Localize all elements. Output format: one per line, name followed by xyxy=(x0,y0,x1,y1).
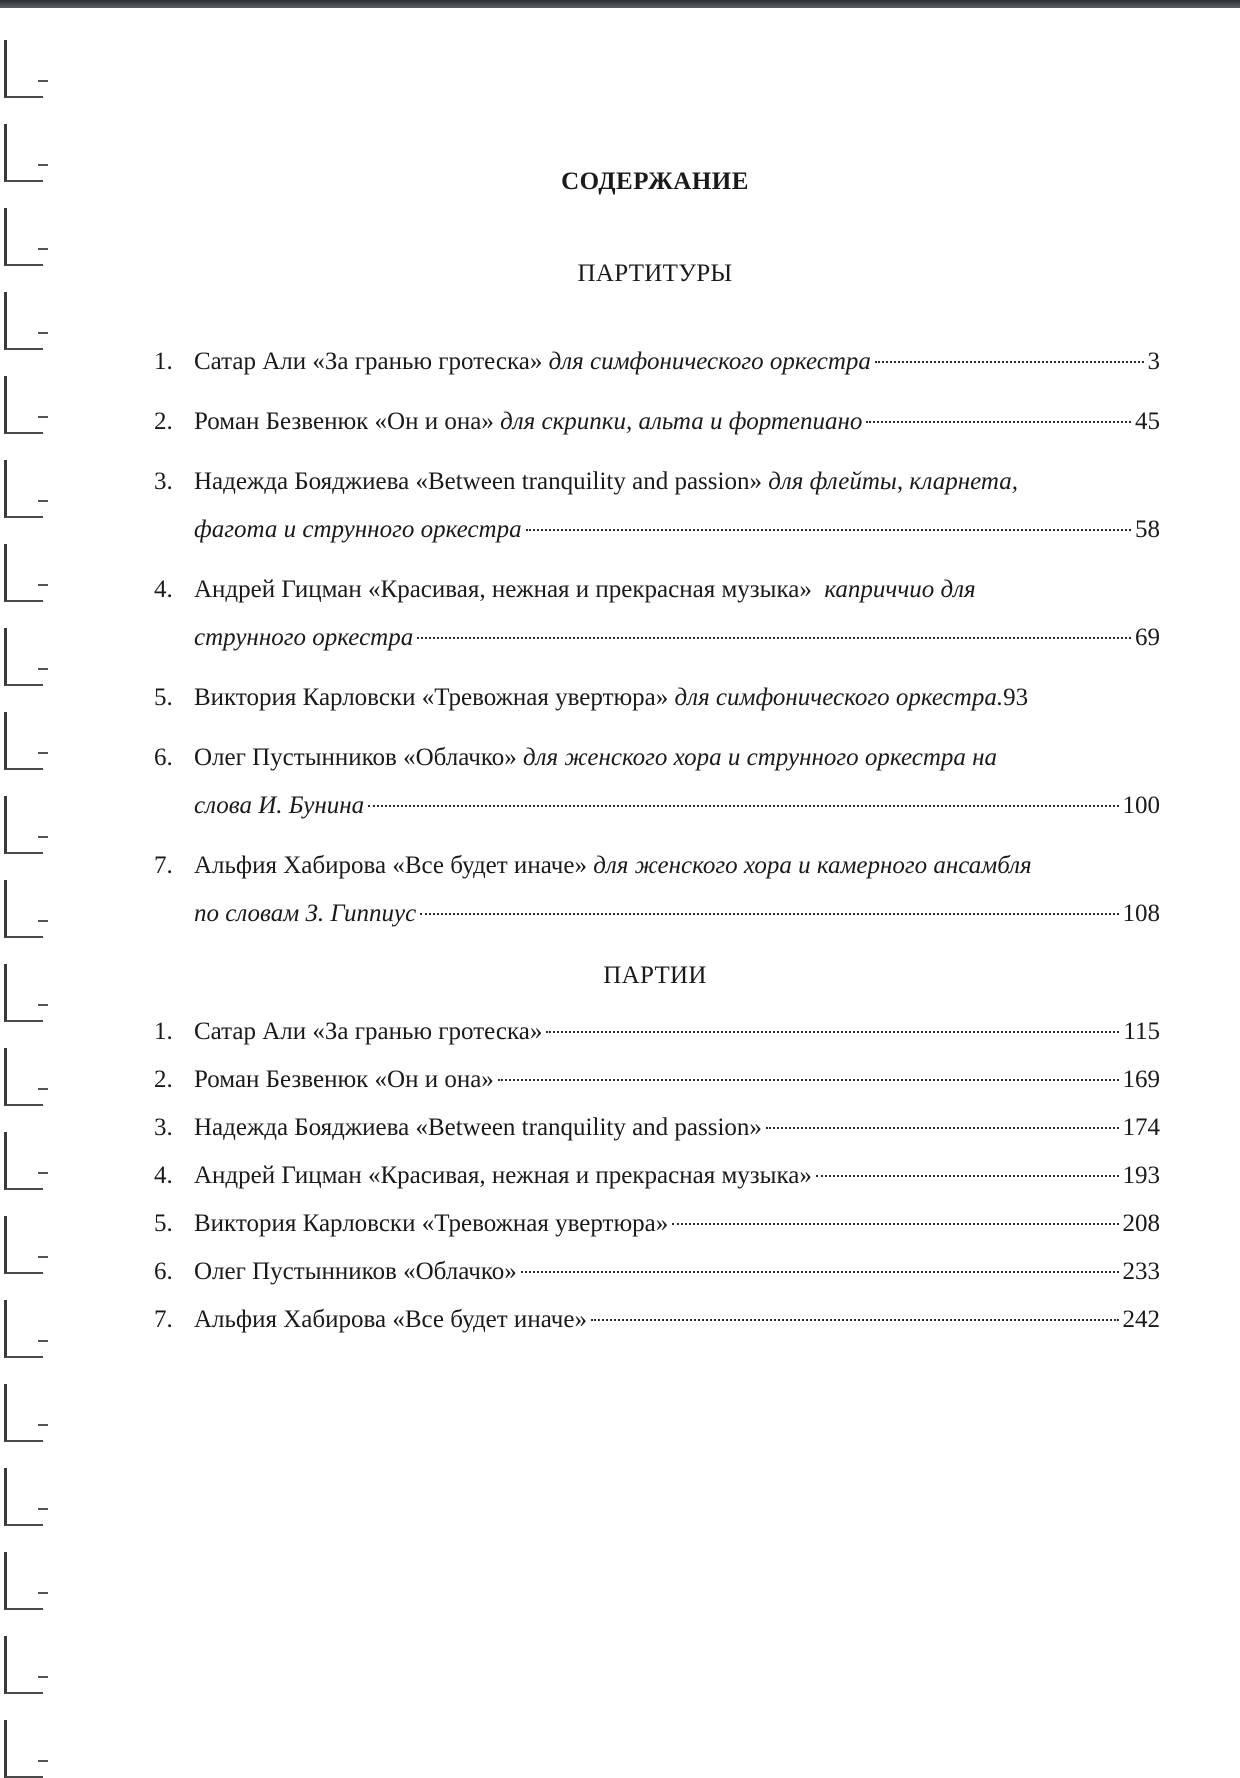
entry-page-number: 3 xyxy=(1147,348,1160,375)
entry-page-number: 233 xyxy=(1122,1258,1160,1285)
toc-entry xyxy=(150,1104,1160,1152)
entry-text: Олег Пустынников «Облачко» xyxy=(194,1258,517,1285)
binding-tick xyxy=(38,416,48,418)
entry-page-number: 108 xyxy=(1122,900,1160,927)
scores-list xyxy=(150,338,1160,938)
toc-entry xyxy=(150,458,1160,554)
dot-leader xyxy=(521,1271,1119,1273)
binding-tick xyxy=(38,752,48,754)
binding-tab xyxy=(4,1216,43,1274)
binding-tick xyxy=(38,1760,48,1762)
parts-list xyxy=(150,1008,1160,1344)
binding-tab xyxy=(4,124,43,182)
binding-tab xyxy=(4,1720,43,1778)
binding-tab xyxy=(4,208,43,266)
binding-tick xyxy=(38,500,48,502)
entry-number: 2. xyxy=(154,408,173,435)
binding-tab xyxy=(4,796,43,854)
entry-number: 4. xyxy=(154,576,173,603)
table-of-contents xyxy=(150,150,1160,1344)
binding-tick xyxy=(38,1256,48,1258)
entry-author: Олег Пустынников xyxy=(194,744,397,771)
entry-work: «Он и она» xyxy=(374,408,494,435)
entry-author: Роман Безвенюк xyxy=(194,408,369,435)
binding-tab xyxy=(4,1468,43,1526)
binding-tick xyxy=(38,1424,48,1426)
dot-leader xyxy=(420,913,1118,915)
binding-tab xyxy=(4,628,43,686)
entry-page-number: 45 xyxy=(1135,408,1160,435)
entry-description: каприччио для xyxy=(824,576,976,603)
binding-tab xyxy=(4,376,43,434)
entry-page-number: 174 xyxy=(1122,1114,1160,1141)
entry-number: 5. xyxy=(154,1210,173,1237)
entry-work: «Все будет иначе» xyxy=(392,852,587,879)
binding-tab xyxy=(4,1636,43,1694)
entry-text: Андрей Гицман «Красивая, нежная и прекрасная музыка» xyxy=(194,1162,812,1189)
entry-page-number: 242 xyxy=(1122,1306,1160,1333)
entry-description: для симфонического оркестра. xyxy=(674,684,1004,711)
entry-description: для скрипки, альта и фортепиано xyxy=(500,408,863,435)
entry-number: 3. xyxy=(154,468,173,495)
binding-tab xyxy=(4,964,43,1022)
entry-description-continued: струнного оркестра xyxy=(194,624,414,651)
binding-tick xyxy=(38,584,48,586)
toc-entry xyxy=(150,566,1160,662)
entry-number: 5. xyxy=(154,684,173,711)
entry-page-number: 169 xyxy=(1122,1066,1160,1093)
binding-tick xyxy=(38,1340,48,1342)
entry-description: для женского хора и камерного ансамбля xyxy=(593,852,1032,879)
binding-tick xyxy=(38,836,48,838)
toc-entry xyxy=(150,842,1160,938)
entry-work: «Облачко» xyxy=(403,744,517,771)
entry-author: Альфия Хабирова xyxy=(194,852,387,879)
binding-tick xyxy=(38,1592,48,1594)
dot-leader xyxy=(766,1127,1119,1129)
spiral-binding xyxy=(0,10,56,1753)
toc-entry xyxy=(150,1248,1160,1296)
binding-tab xyxy=(4,1132,43,1190)
toc-entry xyxy=(150,1296,1160,1344)
entry-work: «За гранью гротеска» xyxy=(312,348,543,375)
entry-work: «Красивая, нежная и прекрасная музыка» xyxy=(368,576,812,603)
entry-page-number: 115 xyxy=(1123,1018,1160,1045)
binding-tick xyxy=(38,80,48,82)
dot-leader xyxy=(866,421,1131,423)
toc-entry xyxy=(150,398,1160,446)
toc-entry xyxy=(150,1056,1160,1104)
binding-tick xyxy=(38,1088,48,1090)
binding-tab xyxy=(4,880,43,938)
entry-work: «Between tranquility and passion» xyxy=(415,468,762,495)
entry-page-number: 208 xyxy=(1122,1210,1160,1237)
entry-number: 4. xyxy=(154,1162,173,1189)
dot-leader xyxy=(591,1319,1119,1321)
binding-tick xyxy=(38,1508,48,1510)
entry-number: 7. xyxy=(154,1306,173,1333)
binding-tick xyxy=(38,920,48,922)
binding-tab xyxy=(4,712,43,770)
scan-top-edge xyxy=(0,0,1240,8)
entry-text: Надежда Бояджиева «Between tranquility and passion» xyxy=(194,1114,762,1141)
binding-tick xyxy=(38,164,48,166)
section-heading-scores: ПАРТИТУРЫ xyxy=(577,260,733,287)
toc-entry xyxy=(150,674,1160,722)
entry-author: Сатар Али xyxy=(194,348,307,375)
entry-work: «Тревожная увертюра» xyxy=(421,684,669,711)
dot-leader xyxy=(875,361,1144,363)
entry-number: 6. xyxy=(154,744,173,771)
dot-leader xyxy=(672,1223,1118,1225)
entry-description-continued: по словам З. Гиппиус xyxy=(194,900,417,927)
binding-tab xyxy=(4,1300,43,1358)
entry-author: Надежда Бояджиева xyxy=(194,468,410,495)
entry-page-number: 193 xyxy=(1122,1162,1160,1189)
dot-leader xyxy=(546,1031,1119,1033)
binding-tick xyxy=(38,1676,48,1678)
dot-leader xyxy=(368,805,1118,807)
entry-text: Виктория Карловски «Тревожная увертюра» xyxy=(194,1210,669,1237)
entry-description: для флейты, кларнета, xyxy=(768,468,1019,495)
dot-leader xyxy=(816,1175,1119,1177)
entry-text: Роман Безвенюк «Он и она» xyxy=(194,1066,494,1093)
entry-author: Андрей Гицман xyxy=(194,576,362,603)
binding-tab xyxy=(4,40,43,98)
binding-tick xyxy=(38,332,48,334)
entry-description: для женского хора и струнного оркестра на xyxy=(523,744,998,771)
entry-number: 2. xyxy=(154,1066,173,1093)
dot-leader xyxy=(526,529,1131,531)
dot-leader xyxy=(417,637,1131,639)
toc-entry xyxy=(150,1200,1160,1248)
entry-description-continued: фагота и струнного оркестра xyxy=(194,516,522,543)
binding-tick xyxy=(38,668,48,670)
entry-page-number: 58 xyxy=(1135,516,1160,543)
entry-author: Виктория Карловски xyxy=(194,684,416,711)
entry-text: Альфия Хабирова «Все будет иначе» xyxy=(194,1306,587,1333)
entry-number: 1. xyxy=(154,1018,173,1045)
entry-text: Сатар Али «За гранью гротеска» xyxy=(194,1018,543,1045)
binding-tab xyxy=(4,1552,43,1610)
entry-number: 6. xyxy=(154,1258,173,1285)
binding-tab xyxy=(4,1048,43,1106)
toc-entry xyxy=(150,338,1160,386)
binding-tick xyxy=(38,1172,48,1174)
binding-tab xyxy=(4,544,43,602)
toc-entry xyxy=(150,1152,1160,1200)
entry-page-number: 100 xyxy=(1122,792,1160,819)
toc-entry xyxy=(150,734,1160,830)
binding-tab xyxy=(4,1384,43,1442)
section-heading-parts: ПАРТИИ xyxy=(603,962,707,989)
binding-tab xyxy=(4,460,43,518)
binding-tick xyxy=(38,248,48,250)
entry-number: 3. xyxy=(154,1114,173,1141)
page-title: СОДЕРЖАНИЕ xyxy=(561,168,749,195)
dot-leader xyxy=(498,1079,1119,1081)
binding-tick xyxy=(38,1004,48,1006)
entry-number: 7. xyxy=(154,852,173,879)
toc-entry xyxy=(150,1008,1160,1056)
entry-number: 1. xyxy=(154,348,173,375)
entry-page-number: 69 xyxy=(1135,624,1160,651)
entry-description: для симфонического оркестра xyxy=(548,348,871,375)
entry-page-number: 93 xyxy=(1003,684,1029,711)
binding-tab xyxy=(4,292,43,350)
entry-description-continued: слова И. Бунина xyxy=(194,792,365,819)
